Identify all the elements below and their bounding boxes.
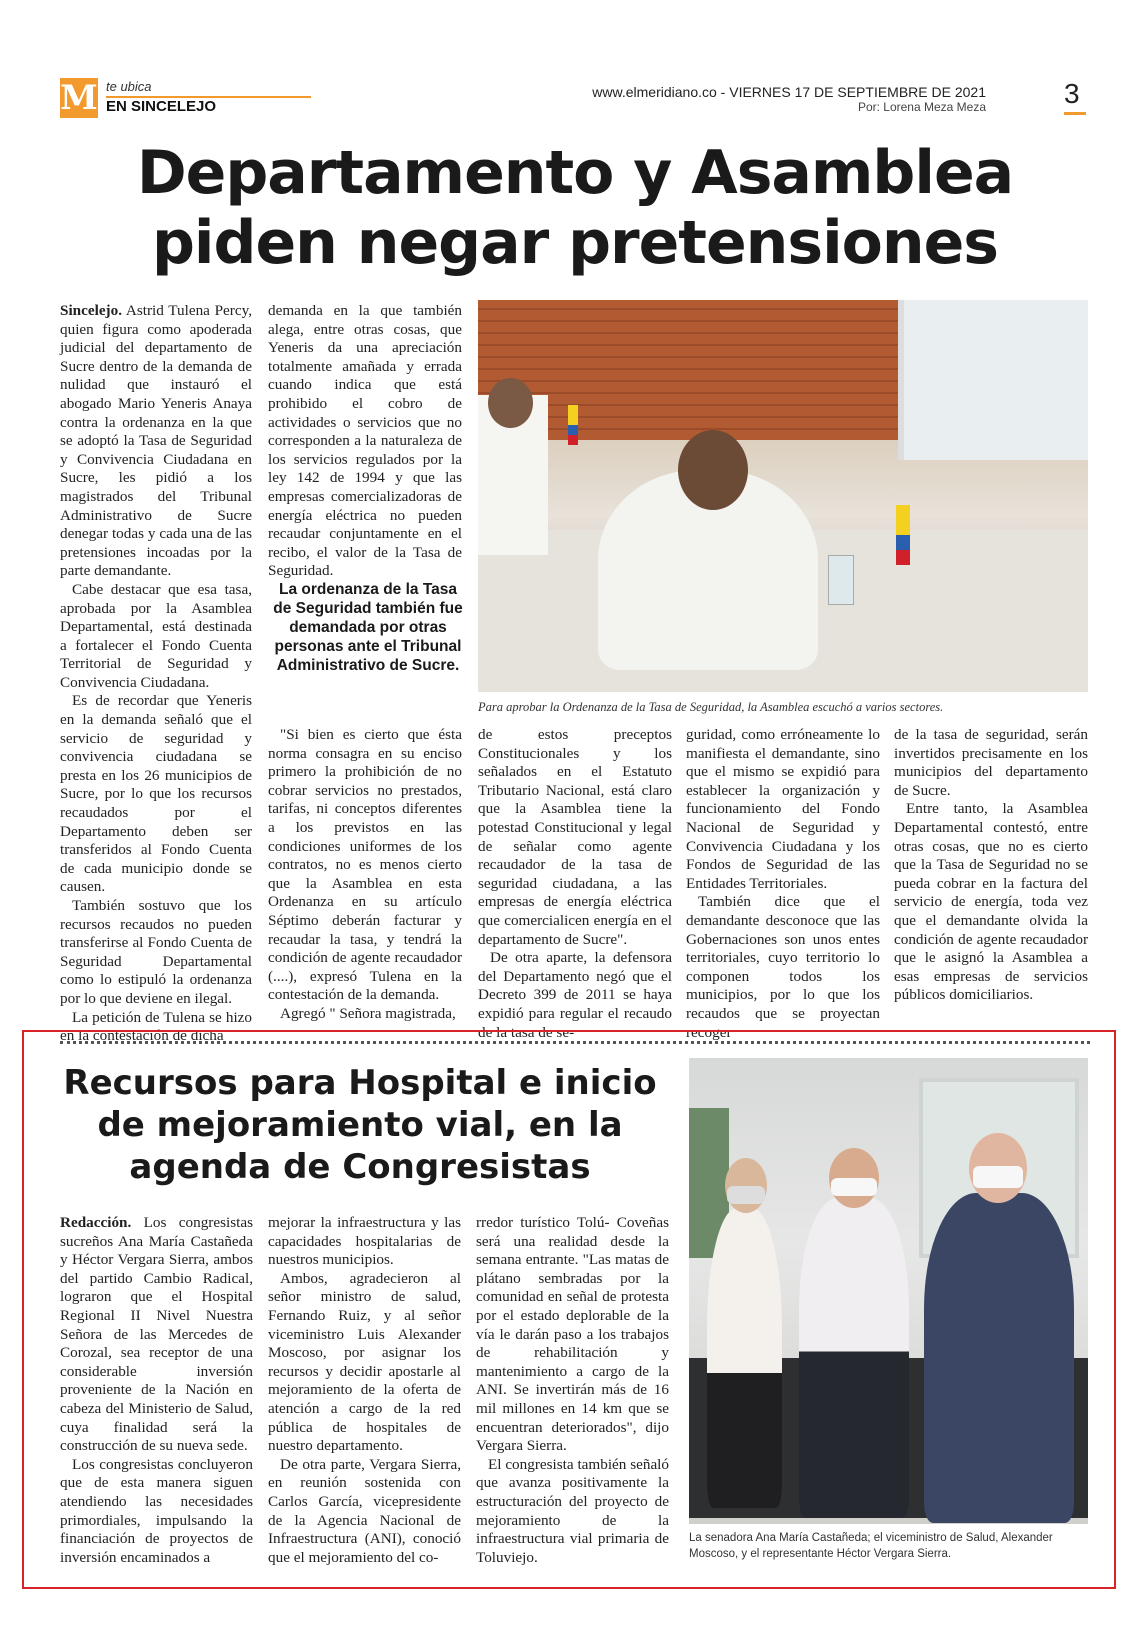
flag-icon <box>896 505 910 565</box>
mask-icon <box>831 1178 877 1196</box>
section-tag <box>106 80 216 116</box>
article2-col1 <box>60 1214 253 1567</box>
paragraph: rredor turístico Tolú- Coveñas será una realidad desde la semana entrante. "Las matas de plátano sembradas por la comunidad en señal de protesta por el estado deplorable de la vía le darán paso a los trabajos de rehabilitación y mantenimiento a cargo de la ANI. Se invertirán más de 16 mil millones en 14 km que se encuentran deteriorados", dijo Vergara Sierra. <box>476 1214 669 1455</box>
paragraph <box>60 302 252 581</box>
logo: M <box>60 78 98 118</box>
paragraph: Cabe destacar que esa tasa, aprobada por la Asamblea Departamental, está destinada a fortalecer el Fondo Cuenta Territorial de Seguridad y Convivencia Ciudadana. <box>60 580 252 691</box>
paragraph: guridad, como erróneamente lo manifiesta el demandante, sino que el mismo se expidió para establecer la organización y funcionamiento del Fondo Nacional de Seguridad y Convivencia Ciudadana y los Fondos de Seguridad de las Entidades Territoriales. <box>686 726 880 892</box>
headline-line-2: piden negar pretensiones <box>151 208 999 278</box>
site-date[interactable]: www.elmeridiano.co - VIERNES 17 DE SEPTIEMBRE DE 2021 <box>592 84 986 100</box>
paragraph: Los congresistas concluyeron que de esta manera siguen atendiendo las necesidades primordiales, impulsando la financiación de proyectos de inversión encaminados a <box>60 1455 253 1566</box>
dateline: Sincelejo. <box>60 302 123 319</box>
paragraph: Agregó " Señora magistrada, <box>280 1004 456 1022</box>
byline: Por: Lorena Meza Meza <box>857 100 986 114</box>
tagline: te ubica <box>106 79 152 94</box>
article1-col3 <box>478 726 672 1042</box>
paragraph <box>60 1214 253 1456</box>
paragraph: de estos preceptos Constitucionales y los señalados en el Estatuto Tributario Nacional, está claro que la Asamblea tiene la potestad Constitucional y legal de señalar como agente recaudador de la tasa de seguridad ciudadana, a las empresas de energía eléctrica que comercialicen energía en el departamento de Sucre". <box>478 726 672 948</box>
paragraph: Ambos, agradecieron al señor ministro de salud, Fernando Ruiz, y al señor viceministro Luis Alexander Moscoso, por asignar los recursos y decidir apostarle al mejoramiento de la oferta de atención a cargo de la red pública de hospitales de nuestro departamento. <box>268 1269 461 1455</box>
paragraph: demanda en la que también alega, entre otras cosas, que Yeneris da una apreciación totalmente amañada y errada cuando indica que está prohibido el cobro de actividades o servicios que no corresponden a la naturaleza de los servicios regulados por la ley 142 de 1994 y que las empresas comercializadoras de energía eléctrica no pueden recaudar conjuntamente en el recibo, el valor de la Tasa de Seguridad. <box>268 302 462 580</box>
page-number: 3 <box>1064 78 1080 109</box>
photo-caption: La senadora Ana María Castañeda; el viceministro de Salud, Alexander Moscoso, y el representante Héctor Vergara Sierra. <box>689 1532 1053 1560</box>
article1-col2-top <box>268 302 462 581</box>
paragraph: "Si bien es cierto que ésta norma consagra en su enciso primero la prohibición de no cobrar servicios no prestados, tarifas, ni conceptos diferentes a los previstos en las condiciones uniformes de los contratos, no es menos cierto que la Asamblea en esta Ordenanza en su artículo Séptimo deberán facturar y recaudar la tasa, y tendrá la condición de agente recaudador (....), expresó Tulena en la contestación de la demanda. <box>268 726 462 1004</box>
paragraph: Entre tanto, la Asamblea Departamental contestó, entre otras cosas, que no es cierto que la Tasa de Seguridad no se pueda cobrar en la factura del servicio de energía, toda vez que el demandante olvida la condición de agente recaudador que le asignó la Asamblea a esas empresas de servicios públicos domiciliarios. <box>894 800 1088 1004</box>
window <box>898 300 1088 460</box>
person-senator <box>707 1208 782 1508</box>
paragraph: De otra parte, Vergara Sierra, en reunión sostenida con Carlos García, vicepresidente de la Agencia Nacional de Infraestructura (ANI), conoció que el mejoramiento del co- <box>268 1455 461 1566</box>
flag-icon <box>568 405 578 445</box>
person-viceminister <box>799 1198 909 1518</box>
mask-icon <box>973 1166 1023 1188</box>
paragraph: mejorar la infraestructura y las capacidades hospitalarias de nuestros municipios. <box>268 1214 461 1269</box>
mask-icon <box>727 1186 765 1204</box>
pull-quote: La ordenanza de la Tasa de Seguridad también fue demandada por otras personas ante el Tribunal Administrativo de Sucre. <box>273 581 463 674</box>
water-glass <box>828 555 854 605</box>
dotted-divider <box>60 1041 1090 1044</box>
person-left-head <box>488 378 533 428</box>
header-info <box>592 84 986 114</box>
article1-col2-bottom <box>268 726 462 1024</box>
paragraph-text: Astrid Tulena Percy, quien figura como apoderada judicial del departamento de Sucre dentro de la demanda de nulidad que instauró el abogado Mario Yeneris Anaya contra la ordenanza en la que se adoptó la Tasa de Seguridad y Convivencia Ciudadana en Sucre, les pidió a los magistrados del Tribunal Administrativo de Sucre denegar todas y cada una de las pretensiones incoadas por la parte demandante. <box>60 302 252 580</box>
photo-caption: Para aprobar la Ordenanza de la Tasa de Seguridad, la Asamblea escuchó a varios sectores. <box>478 700 944 714</box>
section-name: EN SINCELEJO <box>106 98 217 115</box>
section-rule <box>106 96 311 98</box>
article1-col1 <box>60 302 252 1046</box>
article2-col2 <box>268 1214 461 1567</box>
paragraph: De otra aparte, la defensora del Departamento negó que el Decreto 399 de 2011 se haya expidió para regular el recaudo de la tasa de se- <box>478 949 672 1041</box>
main-headline <box>60 138 1090 278</box>
dateline: Redacción. <box>60 1214 132 1231</box>
paragraph: Es de recordar que Yeneris en la demanda señaló que el servicio de seguridad y convivencia ciudadana se presta en los 26 municipios de Sucre, por lo que los recursos recaudados por el Departamento deben ser transferidos al Fondo Cuenta de cada municipio donde se causen. <box>60 692 252 896</box>
assembly-photo <box>478 300 1088 692</box>
paragraph-text: Los congresistas sucreños Ana María Castañeda y Héctor Vergara Sierra, ambos del partido Cambio Radical, lograron que el Hospital Regional II Nivel Nuestra Señora de las Mercedes de Corozal, sea receptor de una considerable inversión proveniente de la Nación en cabeza del Ministerio de Salud, cuya finalidad será la construcción de su nueva sede. <box>60 1214 253 1455</box>
article1-col4 <box>686 726 880 1042</box>
paragraph: de la tasa de seguridad, serán invertidos precisamente en los municipios del departamento de Sucre. <box>894 726 1088 799</box>
congressmen-photo <box>689 1058 1088 1524</box>
article2-headline: Recursos para Hospital e inicio de mejoramiento vial, en la agenda de Congresistas <box>63 1063 657 1187</box>
person-center-head <box>678 430 748 510</box>
paragraph: La petición de Tulena se hizo en la contestación de dicha <box>60 1008 252 1045</box>
paragraph: También sostuvo que los recursos recaudos no pueden transferirse al Fondo Cuenta de Seguridad Departamental como lo estipuló la ordenanza por lo que deviene en ilegal. <box>60 897 252 1007</box>
article2-col3 <box>476 1214 669 1567</box>
person-representative <box>924 1193 1074 1523</box>
article1-col5 <box>894 726 1088 1005</box>
page-number-rule <box>1064 112 1086 115</box>
paragraph: También dice que el demandante desconoce que las Gobernaciones son unos entes territoriales, cuyo territorio lo componen todos los municipios, por lo que los recaudos que se proyectan recoger <box>686 893 880 1041</box>
paragraph: El congresista también señaló que avanza positivamente la estructuración del proyecto de mejoramiento de la infraestructura vial primaria de Toluviejo. <box>476 1455 669 1566</box>
headline-line-1: Departamento y Asamblea <box>136 138 1014 208</box>
